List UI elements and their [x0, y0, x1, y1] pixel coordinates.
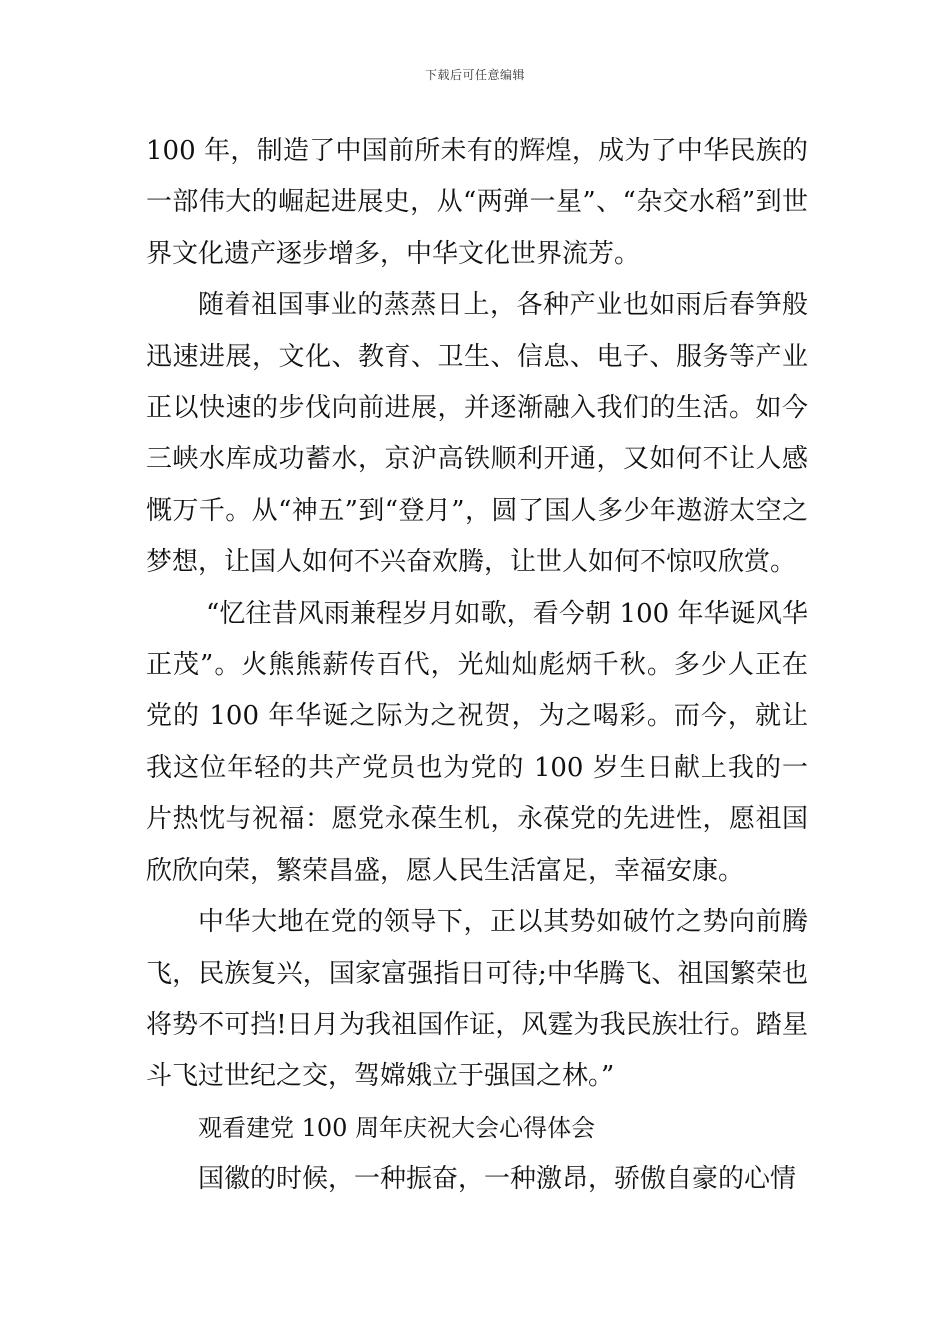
paragraph-5: 国徽的时候，一种振奋，一种激昂，骄傲自豪的心情 — [198, 1164, 797, 1195]
paragraph-4: 中华大地在党的领导下，正以其势如破竹之势向前腾飞，民族复兴，国家富强指日可待;中华腾飞、祖国繁荣也将势不可挡!日月为我祖国作证，风霆为我民族壮行。踏星斗飞过世纪之交，驾嫦娥立于强国之林。” — [146, 907, 808, 1092]
page-header-note: 下载后可任意编辑 — [424, 68, 525, 82]
paragraph-3-quote: “忆往昔风雨兼程岁月如歌，看今朝 100 年华诞风华正茂”。火熊熊薪传百代，光灿灿彪炳千秋。多少人正在党的 100 年华诞之际为之祝贺，为之喝彩。而今，就让我这位年轻的共产党员也为党的 100 岁生日献上我的一片热忱与祝福：愿党永葆生机，永葆党的先进性，愿祖国欣欣向荣，繁荣昌盛，愿人民生活富足，幸福安康。 — [146, 598, 808, 886]
section-title: 观看建党 100 周年庆祝大会心得体会 — [198, 1113, 596, 1142]
paragraph-1: 100 年，制造了中国前所未有的辉煌，成为了中华民族的一部伟大的崛起进展史，从“两弹一星”、“杂交水稻”到世界文化遗产逐步增多，中华文化世界流芳。 — [146, 136, 808, 269]
paragraph-2: 随着祖国事业的蒸蒸日上，各种产业也如雨后春笋般迅速进展，文化、教育、卫生、信息、电子、服务等产业正以快速的步伐向前进展，并逐渐融入我们的生活。如今三峡水库成功蓄水，京沪高铁顺利开通，又如何不让人感慨万千。从“神五”到“登月”，圆了国人多少年遨游太空之梦想，让国人如何不兴奋欢腾，让世人如何不惊叹欣赏。 — [146, 290, 808, 578]
document-body — [146, 126, 808, 1206]
